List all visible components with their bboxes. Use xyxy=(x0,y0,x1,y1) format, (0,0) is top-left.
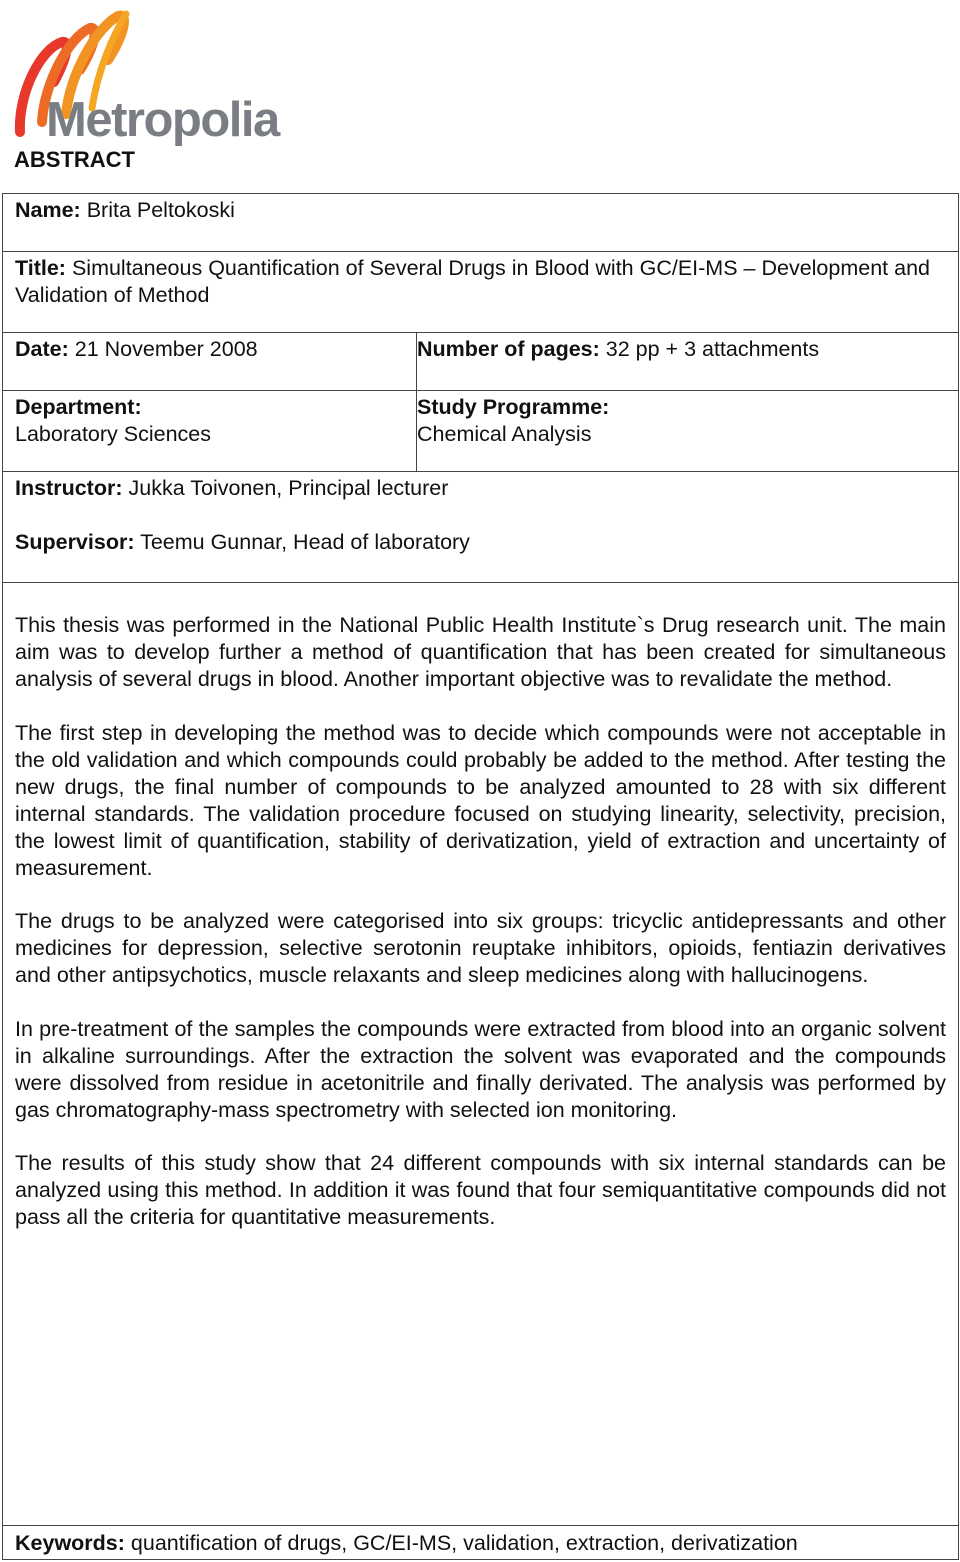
metropolia-logo xyxy=(10,4,279,150)
pages-value: 32 pp + 3 attachments xyxy=(605,337,820,361)
abstract-body-row xyxy=(3,583,959,1526)
abstract-paragraph: The first step in developing the method was to decide which compounds were not acceptable in the old validation and which compounds could probably be added to the method. After testing the new drugs, the final number of compounds to be analyzed amounted to 28 with six different internal standards. The validation procedure focused on studying linearity, selectivity, precision, the lowest limit of quantification, stability of derivatization, yield of extraction and uncertainty of measurement. xyxy=(15,720,946,880)
keywords-row xyxy=(3,1526,959,1560)
pages-label: Number of pages: xyxy=(417,337,600,361)
department-programme-row xyxy=(3,391,959,472)
date-label: Date: xyxy=(15,337,69,361)
supervisor-value: Teemu Gunnar, Head of laboratory xyxy=(140,530,470,554)
instructor-label: Instructor: xyxy=(15,476,123,500)
name-label: Name: xyxy=(15,198,81,222)
title-value: Simultaneous Quantification of Several Drugs in Blood with GC/EI-MS – Development and Validation of Method xyxy=(15,256,930,307)
name-row xyxy=(3,194,959,252)
keywords-label: Keywords: xyxy=(15,1531,125,1555)
department-value: Laboratory Sciences xyxy=(15,422,211,446)
title-label: Title: xyxy=(15,256,66,280)
abstract-paragraph: The results of this study show that 24 different compounds with six internal standards can be analyzed using this method. In addition it was found that four semiquantitative compounds did not pass all the criteria for quantitative measurements. xyxy=(15,1151,946,1230)
name-value: Brita Peltokoski xyxy=(86,198,235,222)
abstract-paragraph: The drugs to be analyzed were categorised into six groups: tricyclic antidepressants and other medicines for depression, selective serotonin reuptake inhibitors, opioids, fentiazin derivatives and other antipsychotics, muscle relaxants and sleep medicines along with hallucinogens. xyxy=(15,909,946,988)
abstract-paragraph: In pre-treatment of the samples the compounds were extracted from blood into an organic solvent in alkaline surroundings. After the extraction the solvent was evaporated and the compounds were dissolved from residue in acetonitrile and finally derivated. The analysis was performed by gas chromatography-mass spectrometry with selected ion monitoring. xyxy=(15,1016,946,1122)
date-value: 21 November 2008 xyxy=(74,337,258,361)
keywords-value: quantification of drugs, GC/EI-MS, validation, extraction, derivatization xyxy=(130,1531,798,1555)
date-pages-row xyxy=(3,333,959,391)
instructor-value: Jukka Toivonen, Principal lecturer xyxy=(128,476,449,500)
abstract-paragraph: This thesis was performed in the National Public Health Institute`s Drug research unit. The main aim was to develop further a method of quantification that has been created for simultaneous analysis of several drugs in blood. Another important objective was to revalidate the method. xyxy=(15,613,946,691)
logo-wordmark: Metropolia xyxy=(46,93,279,147)
instructor-supervisor-row xyxy=(3,472,959,583)
supervisor-label: Supervisor: xyxy=(15,530,135,554)
abstract-table xyxy=(2,193,959,1560)
title-row xyxy=(3,252,959,333)
abstract-heading: ABSTRACT xyxy=(14,147,135,172)
programme-label: Study Programme: xyxy=(417,395,610,419)
department-label: Department: xyxy=(15,395,142,419)
programme-value: Chemical Analysis xyxy=(417,422,592,446)
